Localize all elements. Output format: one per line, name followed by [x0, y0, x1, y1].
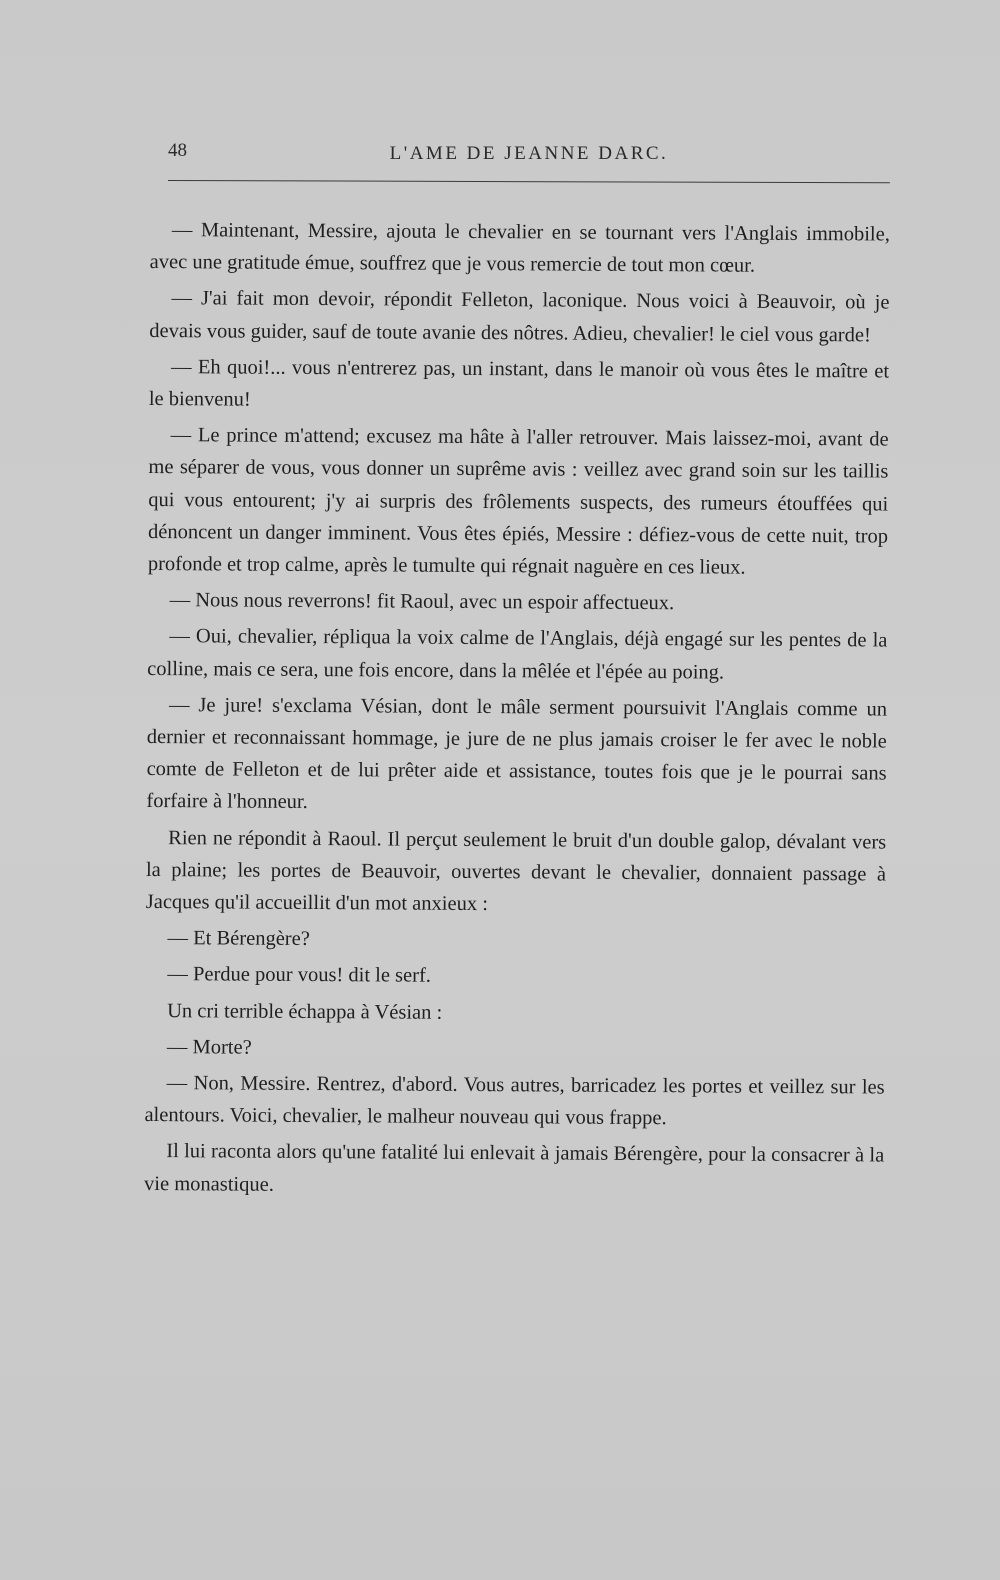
paragraph: — Nous nous reverrons! fit Raoul, avec un espoir affectueux. — [169, 589, 675, 615]
page-header — [168, 140, 890, 170]
body-text — [144, 214, 890, 1208]
paragraph: — Maintenant, Messire, ajouta le chevalier en se tournant vers l'Anglais immobile, avec une gratitude émue, souffrez que je vous remercie de tout mon cœur. — [149, 219, 890, 277]
header-rule — [168, 180, 890, 183]
paragraph: — Non, Messire. Rentrez, d'abord. Vous autres, barricadez les portes et veillez sur les alentours. Voici, chevalier, le malheur nouveau qui vous frappe. — [144, 1072, 885, 1130]
paragraph: — Eh quoi!... vous n'entrerez pas, un instant, dans le manoir où vous êtes le maître et le bienvenu! — [148, 355, 890, 411]
page-number: 48 — [168, 140, 187, 161]
paragraph: Il lui raconta alors qu'une fatalité lui enlevait à jamais Bérengère, pour la consacrer à la vie monastique. — [144, 1140, 885, 1196]
paragraph: Un cri terrible échappa à Vésian : — [167, 999, 443, 1024]
paragraph: — Et Bérengère? — [167, 927, 310, 951]
running-title: L'AME DE JEANNE DARC. — [389, 143, 669, 164]
paragraph: — J'ai fait mon devoir, répondit Felleton, laconique. Nous voici à Beauvoir, où je devais vous guider, sauf de toute avanie des nôtres. Adieu, chevalier! le ciel vous garde! — [149, 287, 890, 347]
paragraph: Rien ne répondit à Raoul. Il perçut seulement le bruit d'un double galop, dévalant vers la plaine; les portes de Beauvoir, ouvertes devant le chevalier, donnaient passage à Jacques qu'il accueillit d'un mot anxieux : — [145, 826, 887, 916]
paragraph: — Je jure! s'exclama Vésian, dont le mâle serment poursuivit l'Anglais comme un dernier et reconnaissant hommage, je jure de ne plus jamais croiser le fer avec le noble comte de Felleton et de lui prêter aide et assistance, toutes fois que je le pourrai sans forfaire à l'honneur. — [146, 693, 888, 814]
paragraph: — Oui, chevalier, répliqua la voix calme de l'Anglais, déjà engagé sur les pentes de la colline, mais ce sera, une fois encore, dans la mêlée et l'épée au poing. — [147, 625, 888, 684]
paragraph: — Le prince m'attend; excusez ma hâte à l'aller retrouver. Mais laissez-moi, avant de me séparer de vous, vous donner un suprême avis : veillez avec grand soin sur les taillis qui vous entourent; j'y ai surpris des frôlements suspects, des rumeurs étouffées qui dénoncent un danger imminent. Vous êtes épiés, Messire : défiez-vous de cette nuit, trop profonde et trop calme, après le tumulte qui régnait naguère en ces lieux. — [147, 424, 889, 579]
paragraph: — Morte? — [166, 1035, 252, 1059]
paragraph: — Perdue pour vous! dit le serf. — [167, 963, 432, 988]
